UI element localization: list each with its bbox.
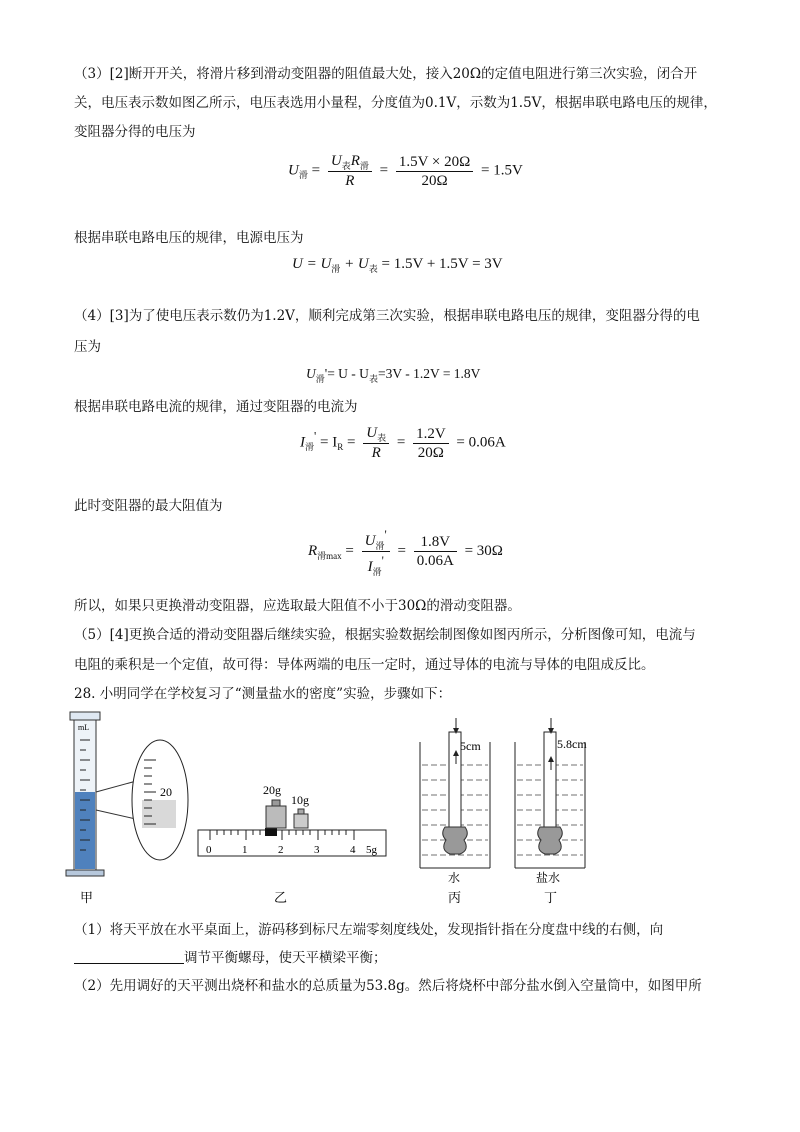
- label-bing: 丙: [448, 890, 462, 905]
- depth-brine: 5.8cm: [557, 737, 587, 751]
- svg-text:水: 水: [448, 871, 461, 885]
- question-2-line1: （2）先用调好的天平测出烧杯和盐水的总质量为53.8g。然后将烧杯中部分盐水倒入空量筒中，如图甲所: [74, 978, 702, 994]
- paragraph-current: 根据串联电路电流的规律，通过变阻器的电流为: [74, 399, 358, 415]
- equation-source-voltage: $U = U_滑 + U_表 = 1.5V + 1.5V = 3V$: [292, 256, 503, 274]
- label-ding: 丁: [544, 890, 558, 905]
- cylinder-unit: mL: [78, 723, 90, 732]
- density-meter-brine: [515, 718, 587, 885]
- svg-text:20g: 20g: [263, 783, 281, 797]
- svg-text:5g: 5g: [366, 844, 377, 856]
- question-1-line1: （1）将天平放在水平桌面上，游码移到标尺左端零刻度线处，发现指针指在分度盘中线的右侧，向: [74, 922, 664, 938]
- experiment-figures: [60, 710, 740, 910]
- balance-scale: [198, 783, 386, 856]
- equation-max-resistance: $R_{滑max}$ = $\frac{U_滑'}{I_滑'}$ = $\frac{1.8V}{0.06A}$ = 30Ω: [308, 528, 503, 577]
- paragraph-source-voltage: 根据串联电路电压的规律，电源电压为: [74, 230, 304, 246]
- equation-slider-current: $I_滑' = I_R$ = $\frac{U_表}{R}$ = $\frac{1.2V}{20\Omega}$ = 0.06A: [300, 425, 506, 461]
- svg-text:盐水: 盐水: [536, 871, 561, 885]
- svg-text:0: 0: [206, 844, 212, 856]
- paragraph-step3-line1: （3）[2]断开开关，将滑片移到滑动变阻器的阻值最大处，接入20Ω的定值电阻进行第三次实验，闭合开: [74, 66, 698, 82]
- paragraph-step3-line2: 关，电压表示数如图乙所示，电压表选用小量程，分度值为0.1V，示数为1.5V，根据串联电路电压的规律，: [74, 95, 717, 111]
- question-1-line2: 调节平衡螺母，使天平横梁平衡；: [74, 944, 734, 972]
- depth-water: 5cm: [460, 739, 481, 753]
- label-jia: 甲: [80, 890, 94, 905]
- equation-slider-voltage-2: $U_滑'= U - U_表=3V - 1.2V = 1.8V$: [306, 366, 481, 384]
- graduated-cylinder: [66, 712, 140, 876]
- paragraph-step3-line3: 变阻器分得的电压为: [74, 124, 196, 140]
- svg-text:3: 3: [314, 844, 320, 856]
- question-28-title: 28. 小明同学在学校复习了“测量盐水的密度”实验，步骤如下：: [74, 686, 452, 702]
- label-yi: 乙: [274, 890, 288, 905]
- paragraph-step5-line2: 电阻的乘积是一个定值，故可得：导体两端的电压一定时，通过导体的电流与导体的电阻成反比。: [74, 657, 655, 673]
- svg-text:2: 2: [278, 844, 284, 856]
- magnified-scale: [132, 740, 188, 860]
- paragraph-step5-line1: （5）[4]更换合适的滑动变阻器后继续实验，根据实验数据绘制图像如图丙所示，分析图像可知，电流与: [74, 627, 696, 643]
- rider: [265, 828, 277, 836]
- paragraph-max-resistance: 此时变阻器的最大阻值为: [74, 498, 223, 514]
- svg-text:10g: 10g: [291, 793, 309, 807]
- answer-blank[interactable]: [74, 949, 184, 964]
- paragraph-conclusion-line1: 所以，如果只更换滑动变阻器，应选取最大阻值不小于30Ω的滑动变阻器。: [74, 598, 521, 614]
- equation-slider-voltage: $U_滑$ = $\frac{U_表R_滑}{R}$ = $\frac{1.5V \times 20\Omega}{20\Omega}$ = 1.5V: [288, 153, 523, 189]
- paragraph-step4-line2: 压为: [74, 339, 101, 355]
- density-meter-water: [420, 718, 490, 885]
- svg-text:4: 4: [350, 844, 356, 856]
- svg-text:1: 1: [242, 844, 248, 856]
- cylinder-mark: 20: [160, 785, 172, 799]
- paragraph-step4-line1: （4）[3]为了使电压表示数仍为1.2V，顺利完成第三次实验，根据串联电路电压的规律，变阻器分得的电: [74, 308, 700, 324]
- weight-10g: [294, 814, 308, 828]
- weight-20g: [266, 806, 286, 828]
